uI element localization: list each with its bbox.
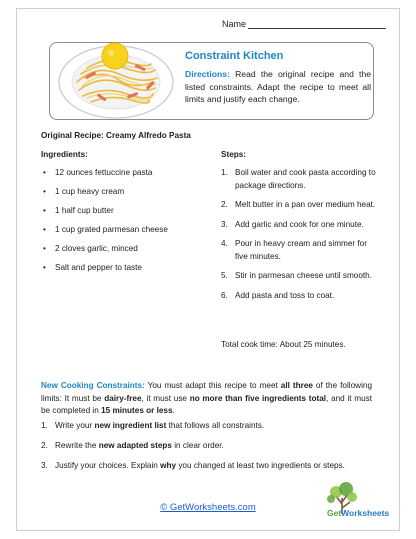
constraints-text: , it must use — [141, 393, 190, 403]
task-number: 1. — [41, 421, 48, 430]
step-item — [221, 238, 381, 263]
list-item: • Salt and pepper to taste — [41, 262, 211, 281]
constraints-emphasis: no more than five ingredients total — [189, 393, 327, 403]
step-text: Add garlic and cook for one minute. — [235, 219, 364, 229]
task-text: you changed at least two ingredients or steps. — [176, 461, 345, 470]
step-text: Add pasta and toss to coat. — [235, 290, 335, 300]
logo-wordmark — [327, 508, 389, 518]
getworksheets-link[interactable]: © GetWorksheets.com — [160, 502, 256, 513]
task-text: Write your — [55, 421, 95, 430]
step-item — [221, 290, 381, 303]
step-item — [221, 219, 381, 232]
worksheet-title: Constraint Kitchen — [185, 50, 284, 62]
step-text: Boil water and cook pasta according to package directions. — [235, 168, 376, 190]
ingredients-heading: Ingredients: — [41, 150, 88, 159]
task-emphasis: why — [160, 461, 177, 470]
recipe-title: Original Recipe: Creamy Alfredo Pasta — [41, 131, 191, 140]
constraints-text: . — [172, 406, 175, 415]
constraints-text: You must adapt this recipe to meet — [144, 381, 281, 390]
name-line[interactable] — [248, 19, 386, 29]
task-number: 3. — [41, 461, 48, 470]
task-emphasis: new adapted steps — [98, 441, 172, 450]
step-number: 2. — [221, 200, 228, 209]
step-number: 4. — [221, 239, 228, 248]
total-cook-time: Total cook time: About 25 minutes. — [221, 340, 346, 349]
pasta-plate-illustration — [57, 34, 175, 122]
ingredient-list — [41, 167, 211, 281]
task-list — [41, 420, 381, 480]
task-item — [41, 420, 381, 431]
step-item — [221, 167, 381, 192]
task-emphasis: new ingredient list — [94, 421, 167, 430]
task-item — [41, 460, 381, 471]
task-text: Rewrite the — [55, 441, 99, 450]
list-item: • 12 ounces fettuccine pasta — [41, 167, 211, 186]
constraints-label: New Cooking Constraints: — [41, 381, 145, 390]
task-text: in clear order. — [171, 441, 224, 450]
task-text: Justify your choices. Explain — [55, 461, 161, 470]
list-item: • 1 cup heavy cream — [41, 186, 211, 205]
step-item — [221, 270, 381, 283]
step-number: 5. — [221, 271, 228, 280]
task-number: 2. — [41, 441, 48, 450]
list-item: • 1 cup grated parmesan cheese — [41, 224, 211, 243]
list-item: • 2 cloves garlic, minced — [41, 243, 211, 262]
constraints-emphasis: 15 minutes or less — [101, 406, 173, 415]
list-item: • 1 half cup butter — [41, 205, 211, 224]
directions-label: Directions: — [185, 69, 230, 79]
constraints-paragraph — [41, 380, 372, 418]
constraints-text: of the following limits: It must be — [41, 381, 372, 403]
task-text: that follows all constraints. — [166, 421, 265, 430]
step-text: Stir in parmesan cheese until smooth. — [235, 271, 372, 280]
steps-list — [221, 167, 381, 309]
logo-worksheets-text: Worksheets — [341, 508, 390, 518]
logo-get-text: Get — [327, 508, 342, 518]
name-label: Name — [222, 19, 247, 29]
step-item — [221, 199, 381, 212]
steps-heading: Steps: — [221, 150, 247, 159]
step-number: 6. — [221, 290, 228, 300]
directions-body: Read the original recipe and the listed constraints. Adapt the recipe to meet all limits and justify each change. — [185, 69, 371, 104]
task-item — [41, 440, 381, 451]
constraints-emphasis: dairy-free — [104, 393, 142, 403]
step-number: 1. — [221, 168, 228, 177]
step-text: Pour in heavy cream and simmer for five minutes. — [235, 239, 367, 261]
constraints-text: , and it must be completed in — [41, 393, 372, 415]
constraints-emphasis: all three — [280, 381, 313, 390]
directions-text — [185, 68, 371, 106]
step-text: Melt butter in a pan over medium heat. — [235, 200, 376, 209]
step-number: 3. — [221, 219, 228, 229]
name-field — [222, 19, 386, 29]
